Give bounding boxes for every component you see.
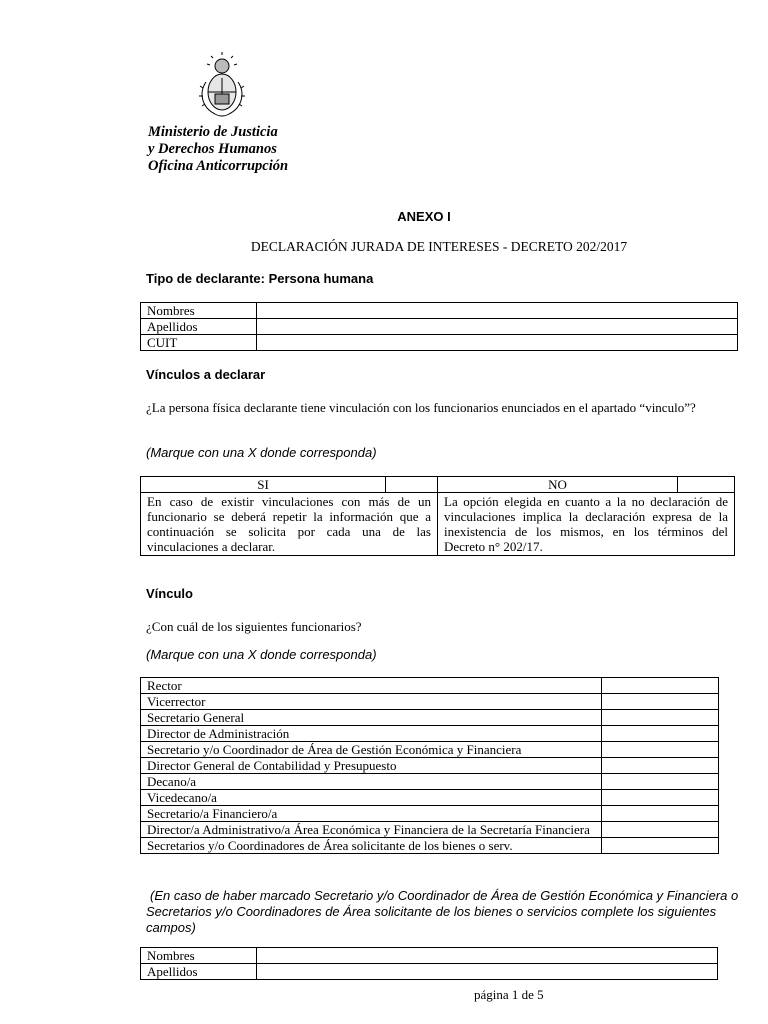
yes-no-table: [140, 476, 735, 556]
official-checkbox-cell[interactable]: [602, 790, 719, 806]
official-label: Director de Administración: [141, 726, 602, 742]
table-row: [141, 964, 718, 980]
official-checkbox-cell[interactable]: [602, 726, 719, 742]
no-label: NO: [438, 477, 678, 493]
table-row: [141, 477, 735, 493]
table-row: [141, 790, 719, 806]
field-value-cell[interactable]: [257, 964, 718, 980]
table-row: [141, 774, 719, 790]
officials-table: [140, 677, 719, 854]
page-number: página 1 de 5: [474, 987, 544, 1002]
field-label: Nombres: [141, 948, 257, 964]
table-row: [141, 822, 719, 838]
ministry-line: y Derechos Humanos: [148, 141, 277, 157]
table-row: [141, 838, 719, 854]
si-checkbox-cell[interactable]: [386, 477, 438, 493]
mark-instruction: (Marque con una X donde corresponda): [146, 445, 377, 460]
identity-table: [140, 302, 738, 351]
official-checkbox-cell[interactable]: [602, 758, 719, 774]
table-row: [141, 694, 719, 710]
official-label: Director/a Administrativo/a Área Económica y Financiera de la Secretaría Financiera: [141, 822, 602, 838]
official-label: Secretario/a Financiero/a: [141, 806, 602, 822]
table-row: [141, 493, 735, 556]
official-checkbox-cell[interactable]: [602, 774, 719, 790]
field-value-cell[interactable]: [257, 948, 718, 964]
field-value-cell[interactable]: [257, 319, 738, 335]
bottom-identity-table: [140, 947, 718, 980]
table-row: [141, 758, 719, 774]
official-label: Secretarios y/o Coordinadores de Área solicitante de los bienes o serv.: [141, 838, 602, 854]
declarant-type-heading: Tipo de declarante: Persona humana: [146, 271, 374, 286]
table-row: [141, 710, 719, 726]
field-value-cell[interactable]: [257, 335, 738, 351]
table-row: [141, 948, 718, 964]
official-label: Secretario General: [141, 710, 602, 726]
officials-question: ¿Con cuál de los siguientes funcionarios?: [146, 619, 362, 634]
ministry-line: Ministerio de Justicia: [148, 124, 278, 140]
table-row: [141, 335, 738, 351]
official-checkbox-cell[interactable]: [602, 806, 719, 822]
official-checkbox-cell[interactable]: [602, 822, 719, 838]
field-label: CUIT: [141, 335, 257, 351]
field-label: Apellidos: [141, 319, 257, 335]
vinculo-heading: Vínculo: [146, 586, 193, 601]
table-row: [141, 678, 719, 694]
declaration-title: DECLARACIÓN JURADA DE INTERESES - DECRETO 202/2017: [250, 239, 628, 254]
conditional-note: (En caso de haber marcado Secretario y/o Coordinador de Área de Gestión Económica y Financiera o Secretarios y/o Coordinadores de Área solicitante de los bienes o servicios complete los siguientes campos): [146, 888, 739, 935]
official-label: Secretario y/o Coordinador de Área de Gestión Económica y Financiera: [141, 742, 602, 758]
annex-title: ANEXO I: [397, 209, 451, 224]
no-checkbox-cell[interactable]: [678, 477, 735, 493]
table-row: [141, 319, 738, 335]
si-label: SI: [141, 477, 386, 493]
official-checkbox-cell[interactable]: [602, 678, 719, 694]
official-label: Director General de Contabilidad y Presupuesto: [141, 758, 602, 774]
field-label: Nombres: [141, 303, 257, 319]
table-row: [141, 726, 719, 742]
official-label: Vicedecano/a: [141, 790, 602, 806]
official-label: Decano/a: [141, 774, 602, 790]
official-checkbox-cell[interactable]: [602, 742, 719, 758]
table-row: [141, 303, 738, 319]
links-question: ¿La persona física declarante tiene vinculación con los funcionarios enunciados en el apartado “vinculo”?: [146, 400, 696, 415]
ministry-line: Oficina Anticorrupción: [148, 158, 289, 174]
no-explanation: La opción elegida en cuanto a la no declaración de vinculaciones implica la declaración expresa de la inexistencia de los mismos, en los términos del Decreto n° 202/17.: [438, 493, 735, 556]
field-value-cell[interactable]: [257, 303, 738, 319]
official-checkbox-cell[interactable]: [602, 710, 719, 726]
links-heading: Vínculos a declarar: [146, 367, 266, 382]
si-explanation: En caso de existir vinculaciones con más de un funcionario se deberá repetir la información que a continuación se solicita por cada una de las vinculaciones a declarar.: [141, 493, 438, 556]
coat-of-arms-emblem: [197, 52, 247, 118]
mark-instruction-2: (Marque con una X donde corresponda): [146, 647, 377, 662]
official-label: Rector: [141, 678, 602, 694]
official-checkbox-cell[interactable]: [602, 694, 719, 710]
official-checkbox-cell[interactable]: [602, 838, 719, 854]
table-row: [141, 806, 719, 822]
field-label: Apellidos: [141, 964, 257, 980]
official-label: Vicerrector: [141, 694, 602, 710]
table-row: [141, 742, 719, 758]
ministry-header: [148, 124, 288, 175]
